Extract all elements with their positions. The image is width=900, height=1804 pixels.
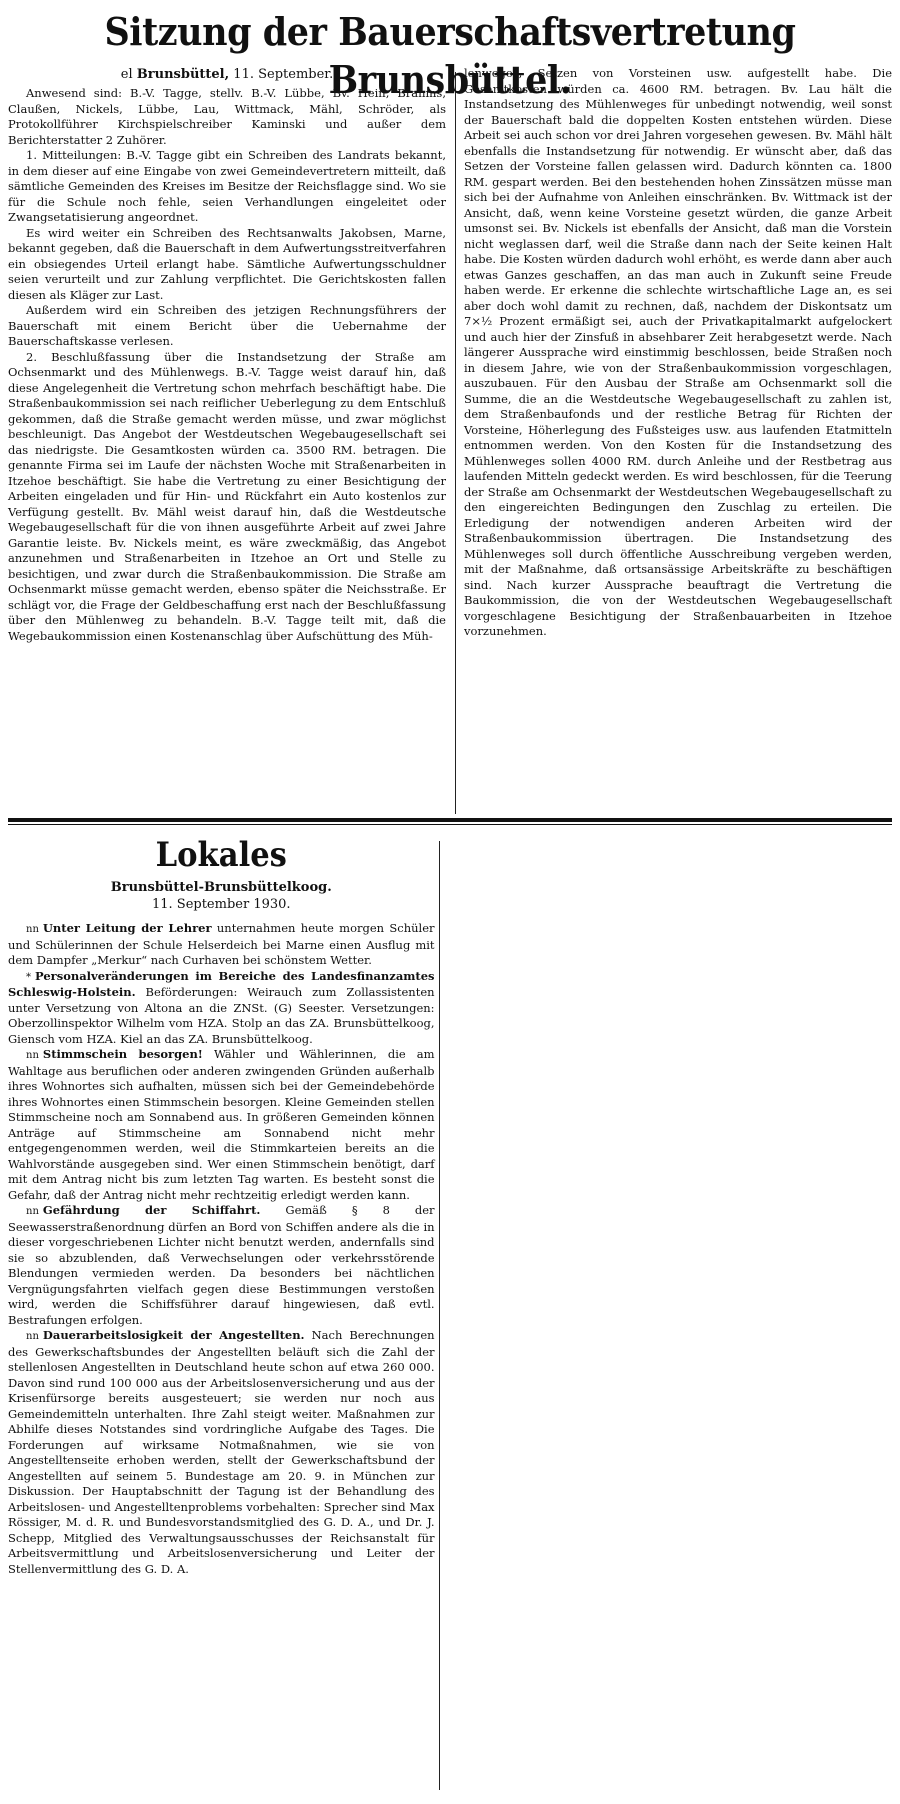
item-lead: Unter Leitung der Lehrer: [42, 921, 212, 935]
lokales-title: Lokales: [155, 835, 287, 875]
item-text: Gemäß § 8 der Seewasserstraßenordnung dürfen an Bord von Schiffen andere als die in dieser vorgeschriebenen Lichter nicht benutzt werden, andernfalls sind sie so abzublenden, daß Verwechselungen oder verkehrsstörende Blendungen vermieden werden. Da besonders bei nächtlichen Vergnügungsfahrten vielfach gegen diese Bestimmungen verstoßen wird, werden die Schiffsführer darauf hingewiesen, daß evtl. Bestrafungen erfolgen.: [8, 1203, 435, 1327]
column-divider: [455, 72, 456, 814]
news-item: [8, 1047, 435, 1203]
dateline-mark: el: [120, 67, 133, 82]
news-item: [8, 1328, 435, 1577]
item-lead: Stimmschein besorgen!: [42, 1047, 203, 1061]
item-mark: nn: [26, 1206, 39, 1217]
column-divider: [439, 841, 440, 1790]
article-columns: [8, 66, 892, 814]
article-left-column: [8, 66, 446, 814]
item-lead: Dauerarbeitslosigkeit der Angestellten.: [42, 1328, 305, 1342]
item-mark: *: [26, 971, 31, 983]
item-lead: Gefährdung der Schiffahrt.: [42, 1203, 261, 1217]
headline: Sitzung der Bauerschaftsvertretung Brunsbüttel.: [104, 9, 796, 102]
lokales-date: 11. September 1930.: [151, 897, 291, 912]
dateline-date: 11. September.: [233, 67, 334, 82]
article-paragraph: 1. Mitteilungen: B.-V. Tagge gibt ein Schreiben des Landrats bekannt, in dem dieser auf eine Eingabe von zwei Gemeindevertretern mitteilt, daß sämtliche Gemeinden des Kreises im Besitze der Reichsflagge sind. Wo sie für die Schule noch fehle, seien Verhandlungen eingeleitet oder Zwangsetatisierung angeordnet.: [8, 148, 446, 224]
item-lead: Personalveränderungen im Bereiche des Landesfinanzamtes Schleswig-Holstein.: [8, 968, 435, 999]
newspaper-page: [8, 8, 892, 1796]
article-paragraph: Es wird weiter ein Schreiben des Rechtsanwalts Jakobsen, Marne, bekannt gegeben, daß die Bauerschaft in dem Aufwertungsstreitverfahren ein obsiegendes Urteil erlangt habe. Sämtliche Aufwertungsschuldner seien verurteilt und zur Zahlung verpflichtet. Die Gerichtskosten fallen diesen als Kläger zur Last.: [8, 225, 446, 302]
article-paragraph: lenweges, Setzen von Vorsteinen usw. aufgestellt habe. Die Gesamtkosten würden ca. 4600 RM. betragen. Bv. Lau hält die Instandsetzung des Mühlenweges für unbedingt notwendig, weil sonst der Bauerschaft bald die doppelten Kosten entstehen würden. Diese Arbeit sei auch schon vor drei Jahren vorgesehen gewesen. Bv. Mähl hält ebenfalls die Instandsetzung für notwendig. Er wünscht aber, daß das Setzen der Vorsteine fallen gelassen wird. Dadurch könnten ca. 1800 RM. gespart werden. Bei den bestehenden hohen Zinssätzen müsse man sich bei der Aufnahme von Anleihen einschränken. Bv. Wittmack ist der Ansicht, daß, wenn keine Vorsteine gesetzt würden, die ganze Arbeit umsonst sei. Bv. Nickels ist ebenfalls der Ansicht, daß man die Vorstein nicht weglassen darf, weil die Straße dann nach der Seite keinen Halt habe. Die Kosten würden dadurch wohl erhöht, es werde dann aber auch etwas Ganzes geschaffen, an das man auch in Zukunft seine Freude haben werde. Er erkenne die schlechte wirtschaftliche Lage an, es sei aber doch wohl damit zu rechnen, daß, nachdem der Diskontsatz um 7×½ Prozent ermäßigt sei, auch der Privatkapitalmarkt aufgelockert und auch hier der Zinsfuß in absehbarer Zeit herabgesetzt werde. Nach längerer Aussprache wird einstimmig beschlossen, beide Straßen noch in diesem Jahre, wie von der Straßenbaukommission vorgeschlagen, auszubauen. Für den Ausbau der Straße am Ochsenmarkt soll die Summe, die an die Westdeutsche Wegebaugesellschaft zu zahlen ist, dem Straßenbaufonds und der restliche Betrag für Richten der Vorsteine, Höherlegung des Fußsteiges usw. aus laufenden Etatmitteln entnommen werden. Von den Kosten für die Instandsetzung des Mühlenweges sollen 4000 RM. durch Anleihe und der Restbetrag aus laufenden Mitteln gedeckt werden. Es wird beschlossen, für die Teerung der Straße am Ochsenmarkt der Westdeutschen Wegebaugesellschaft zu den eingereichten Bedingungen den Zuschlag zu erteilen. Die Erledigung der notwendigen anderen Arbeiten wird der Straßenbaukommission übertragen. Die Instandsetzung des Mühlenweges soll durch öffentliche Ausschreibung vergeben werden, mit der Maßnahme, daß ortsansässige Arbeitskräfte zu beschäftigen sind. Nach kurzer Aussprache beauftragt die Vertretung die Baukommission, die von der Westdeutschen Wegebaugesellschaft vorgeschlagene Besichtigung der Straßenbauarbeiten in Itzehoe vorzunehmen.: [464, 66, 892, 638]
empty-column: [444, 835, 892, 1790]
dateline-place: Brunsbüttel,: [136, 67, 230, 82]
item-mark: nn: [26, 1050, 39, 1061]
article-paragraph: Außerdem wird ein Schreiben des jetzigen Rechnungsführers der Bauerschaft mit einem Bericht über die Uebernahme der Bauerschaftskasse verlesen.: [8, 303, 446, 348]
lokales-area: [8, 835, 892, 1790]
news-item: [8, 969, 435, 1048]
item-text: unternahmen heute morgen Schüler und Schülerinnen der Schule Helserdeich bei Marne einen Ausflug mit dem Dampfer „Merkur“ nach Curhaven bei schönstem Wetter.: [8, 921, 435, 967]
item-mark: nn: [26, 924, 39, 935]
article-paragraph: 2. Beschlußfassung über die Instandsetzung der Straße am Ochsenmarkt und des Mühlenwegs. B.-V. Tagge weist darauf hin, daß diese Angelegenheit die Vertretung schon mehrfach beschäftigt habe. Die Straßenbaukommission sei nach reiflicher Ueberlegung zu dem Entschluß gekommen, daß die Straße gemacht werden müsse, und zwar möglichst beschleunigt. Das Angebot der Westdeutschen Wegebaugesellschaft sei das niedrigste. Die Gesamtkosten würden ca. 3500 RM. betragen. Die genannte Firma sei im Laufe der nächsten Woche mit Straßenarbeiten in Itzehoe beschäftigt. Sie habe die Vertretung zu einer Besichtigung der Arbeiten eingeladen und für Hin- und Rückfahrt ein Auto kostenlos zur Verfügung gestellt. Bv. Mähl weist darauf hin, daß die Westdeutsche Wegebaugesellschaft für die von ihnen ausgeführte Arbeit auf zwei Jahre Garantie leiste. Bv. Nickels meint, es wäre zweckmäßig, das Angebot anzunehmen und Straßenarbeiten in Itzehoe an Ort und Stelle zu besichtigen, und zwar durch die Straßenbaukommission. Die Straße am Ochsenmarkt müsse gemacht werden, ebenso später die Neichsstraße. Er schlägt vor, die Frage der Geldbeschaffung erst nach der Beschlußfassung über den Mühlenweg zu behandeln. B.-V. Tagge teilt mit, daß die Wegebaukommission einen Kostenanschlag über Aufschüttung des Müh-: [8, 349, 446, 643]
news-item: [8, 921, 435, 969]
item-text: Beförderungen: Weirauch zum Zollassistenten unter Versetzung von Altona an die ZNSt. (G) Seester. Versetzungen: Oberzollinspektor Wilhelm vom HZA. Stolp an das ZA. Brunsbüttelkoog, Giensch vom HZA. Kiel an das ZA. Brunsbüttelkoog.: [8, 985, 435, 1046]
item-mark: nn: [26, 1331, 39, 1342]
item-text: Wähler und Wählerinnen, die am Wahltage aus beruflichen oder anderen zwingenden Gründen außerhalb ihres Wohnortes sich aufhalten, müssen sich bei der Gemeindebehörde ihres Wohnortes einen Stimmschein besorgen. Kleine Gemeinden stellen Stimmscheine noch am Sonnabend aus. In größeren Gemeinden können Anträge auf Stimmscheine am Sonnabend nicht mehr entgegengenommen werden, weil die Stimmkarteien bereits an die Wahlvorstände ausgegeben sind. Wer einen Stimmschein benötigt, darf mit dem Antrag nicht bis zum letzten Tag warten. Es besteht sonst die Gefahr, daß der Antrag nicht mehr rechtzeitig erledigt werden kann.: [8, 1047, 435, 1202]
section-rule-thin: [8, 824, 892, 825]
article-right-column: [464, 66, 892, 814]
section-rule-thick: [8, 818, 892, 822]
news-item: [8, 1203, 435, 1328]
article-paragraph: Anwesend sind: B.-V. Tagge, stellv. B.-V. Lübbe, Bv. Hein, Brahms, Claußen, Nickels, Lübbe, Lau, Wittmack, Mähl, Schröder, als Protokollführer Kirchspielschreiber Kaminski und außer dem Berichterstatter 2 Zuhörer.: [8, 86, 446, 147]
item-text: Nach Berechnungen des Gewerkschaftsbundes der Angestellten beläuft sich die Zahl der stellenlosen Angestellten in Deutschland heute schon auf etwa 260 000. Davon sind rund 100 000 aus der Arbeitslosenversicherung und aus der Krisenfürsorge bereits ausgesteuert; sie werden nur noch aus Gemeindemitteln unterhalten. Ihre Zahl steigt weiter. Maßnahmen zur Abhilfe dieses Notstandes sind vordringliche Aufgabe des Tages. Die Forderungen auf wirksame Notmaßnahmen, wie sie von Angestelltenseite erhoben werden, stellt der Gewerkschaftsbund der Angestellten auf seinem 5. Bundestage am 20. 9. in München zur Diskussion. Der Hauptabschnitt der Tagung ist der Behandlung des Arbeitslosen- und Angestelltenproblems vorbehalten: Sprecher sind Max Rössiger, M. d. R. und Bundesvorstandsmitglied des G. D. A., und Dr. J. Schepp, Mitglied des Verwaltungsausschusses der Reichsanstalt für Arbeitsvermittlung und Arbeitslosenversicherung und Leiter der Stellenvermittlung des G. D. A.: [8, 1328, 435, 1576]
lokales-column: [8, 835, 435, 1790]
lokales-place: Brunsbüttel-Brunsbüttelkoog.: [110, 880, 332, 895]
